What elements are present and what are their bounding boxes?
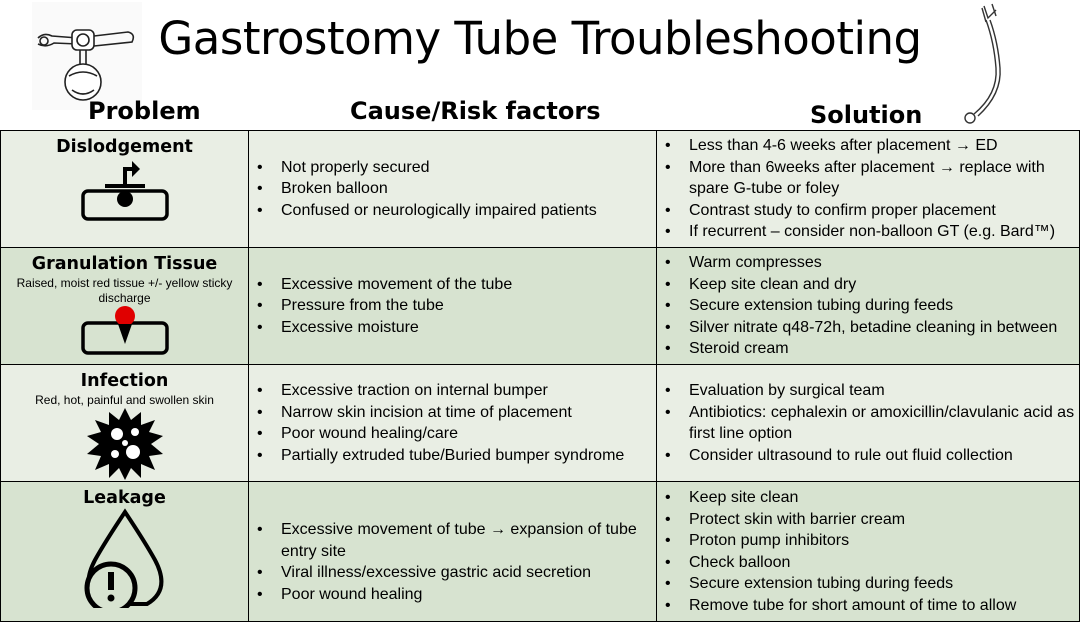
header-problem: Problem <box>88 97 201 125</box>
list-item: • Proton pump inhibitors <box>657 530 1075 552</box>
list-item: • Secure extension tubing during feeds <box>657 573 1075 595</box>
problem-subtitle: Raised, moist red tissue +/- yellow sticky discharge <box>16 276 233 305</box>
list-item: • Not properly secured <box>249 157 652 179</box>
list-item: • Partially extruded tube/Buried bumper syndrome <box>249 445 652 467</box>
list-item: • Keep site clean and dry <box>657 274 1075 296</box>
list-item: • Silver nitrate q48-72h, betadine cleaning in between <box>657 317 1075 339</box>
list-item: • Protect skin with barrier cream <box>657 509 1075 531</box>
list-item: • If recurrent – consider non-balloon GT (e.g. Bard™) <box>657 221 1075 243</box>
list-item: • Steroid cream <box>657 338 1075 360</box>
header-solution: Solution <box>810 101 923 129</box>
solution-cell <box>657 482 1080 622</box>
cause-cell <box>249 482 657 622</box>
list-item: • More than 6weeks after placement → replace with spare G-tube or foley <box>657 157 1075 200</box>
list-item: • Antibiotics: cephalexin or amoxicillin/clavulanic acid as first line option <box>657 402 1075 445</box>
problem-cell <box>1 365 249 482</box>
cause-list <box>249 519 656 605</box>
list-item: • Consider ultrasound to rule out fluid collection <box>657 445 1075 467</box>
list-item: • Excessive movement of tube → expansion of tube entry site <box>249 519 652 562</box>
problem-title: Dislodgement <box>56 137 193 157</box>
problem-title: Infection <box>80 371 169 391</box>
list-item: • Poor wound healing/care <box>249 423 652 445</box>
table-row-granulation <box>1 248 1080 365</box>
list-item: • Broken balloon <box>249 178 652 200</box>
problem-subtitle: Red, hot, painful and swollen skin <box>35 393 214 407</box>
table-row-leakage <box>1 482 1080 622</box>
list-item: • Less than 4-6 weeks after placement → ED <box>657 135 1075 157</box>
solution-cell <box>657 248 1080 365</box>
list-item: • Evaluation by surgical team <box>657 380 1075 402</box>
cause-cell <box>249 365 657 482</box>
list-item: • Viral illness/excessive gastric acid secretion <box>249 562 652 584</box>
list-item: • Confused or neurologically impaired patients <box>249 200 652 222</box>
list-item: • Warm compresses <box>657 252 1075 274</box>
leak-drop-icon <box>75 508 175 608</box>
cause-list <box>249 157 656 222</box>
list-item: • Check balloon <box>657 552 1075 574</box>
problem-title: Leakage <box>83 488 166 508</box>
solution-list <box>657 380 1079 466</box>
solution-list <box>657 252 1079 360</box>
problem-cell <box>1 248 249 365</box>
solution-cell <box>657 365 1080 482</box>
list-item: • Excessive moisture <box>249 317 652 339</box>
list-item: • Pressure from the tube <box>249 295 652 317</box>
list-item: • Secure extension tubing during feeds <box>657 295 1075 317</box>
list-item: • Contrast study to confirm proper placement <box>657 200 1075 222</box>
list-item: • Keep site clean <box>657 487 1075 509</box>
solution-cell <box>657 131 1080 248</box>
problem-cell <box>1 482 249 622</box>
solution-list <box>657 135 1079 243</box>
problem-cell <box>1 131 249 248</box>
cause-cell <box>249 248 657 365</box>
table-row-infection <box>1 365 1080 482</box>
cause-list <box>249 274 656 339</box>
page-title: Gastrostomy Tube Troubleshooting <box>158 12 922 65</box>
troubleshooting-table <box>0 130 1080 622</box>
list-item: • Narrow skin incision at time of placement <box>249 402 652 424</box>
granulation-tissue-icon <box>80 306 170 356</box>
header-cause: Cause/Risk factors <box>350 97 601 125</box>
cause-list <box>249 380 656 466</box>
list-item: • Poor wound healing <box>249 584 652 606</box>
bacteria-icon <box>85 408 165 480</box>
list-item: • Excessive movement of the tube <box>249 274 652 296</box>
solution-list <box>657 487 1079 616</box>
list-item: • Remove tube for short amount of time to allow <box>657 595 1075 617</box>
table-row-dislodgement <box>1 131 1080 248</box>
problem-title: Granulation Tissue <box>31 254 218 274</box>
list-item: • Excessive traction on internal bumper <box>249 380 652 402</box>
cause-cell <box>249 131 657 248</box>
dislodged-tube-icon <box>80 157 170 223</box>
